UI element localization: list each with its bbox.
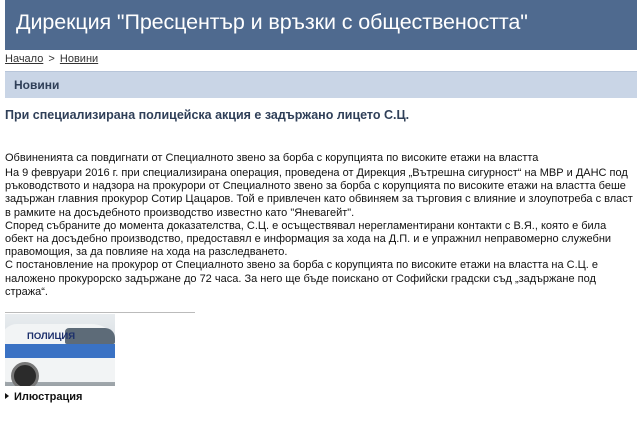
triangle-right-icon — [5, 393, 9, 399]
article-photo[interactable] — [5, 314, 115, 386]
article-lead: Обвиненията са повдигнати от Специалното звено за борба с корупцията по високите етажи на властта — [5, 152, 539, 164]
photo-caption-text: Илюстрация — [14, 391, 83, 403]
article-headline: При специализирана полицейска акция е задържано лицето С.Ц. — [5, 108, 410, 122]
car-stripe-shape — [5, 344, 115, 358]
breadcrumb-separator: > — [48, 53, 55, 65]
article-paragraph: На 9 февруари 2016 г. при специализирана операция, проведена от Дирекция „Вътрешна сигурност“ на МВР и ДАНС под ръководството и надзора на прокурори от Специалното звено за борба с корупцията по високите етажи на властта беше задържан главния прокурор Сотир Цацаров. Той е привлечен като обвиняем за търговия с влияние и злоупотреба с власт в рамките на досъдебното производство известно като "Яневагейт". — [5, 167, 633, 219]
photo-divider — [5, 312, 195, 313]
article-paragraph: Според събраните до момента доказателства, С.Ц. е осъществявал нерегламентирани контакти с В.Я., която е била обект на досъдебно производство, предоставял е информация за хода на Д.П. и е упражнил неправомерно служебни правомощия, за да повлияе на хода на разследването. — [5, 219, 612, 259]
photo-caption[interactable] — [5, 391, 82, 403]
car-wheel-shape — [11, 362, 39, 386]
section-header — [5, 71, 637, 98]
page-banner — [5, 0, 637, 50]
breadcrumb-current-link[interactable]: Новини — [59, 53, 99, 65]
banner-title: Дирекция "Пресцентър и връзки с обществеността" — [16, 10, 528, 34]
section-title: Новини — [14, 78, 60, 92]
breadcrumb-home-link[interactable]: Начало — [5, 53, 44, 65]
article-paragraph: С постановление на прокурор от Специалното звено за борба с корупцията по високите етажи на властта на С.Ц. е наложено прокурорско задържане до 72 часа. За него ще бъде поискано от Софийски градски съд „задържане под стража“. — [5, 259, 599, 298]
article-body — [5, 167, 635, 299]
police-label: ПОЛИЦИЯ — [27, 331, 76, 342]
breadcrumb — [5, 53, 98, 65]
